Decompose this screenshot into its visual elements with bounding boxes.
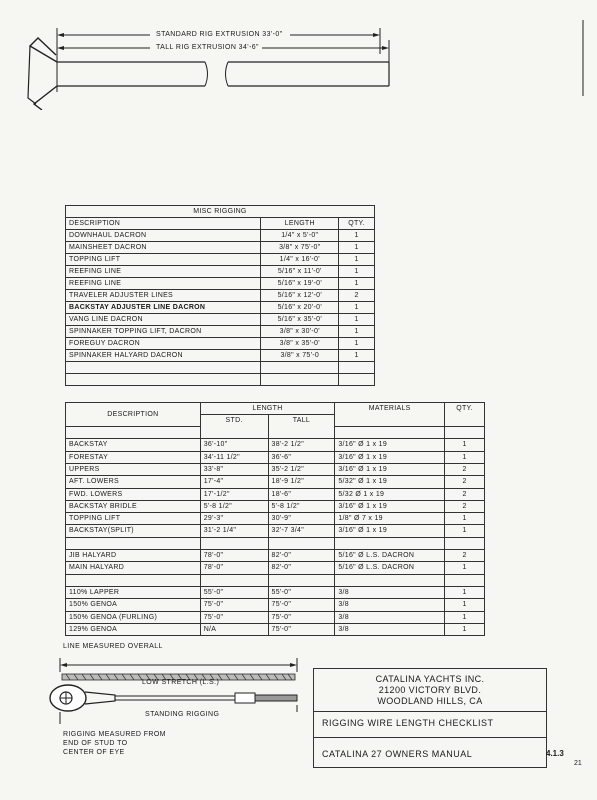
rigging-row <box>66 513 485 525</box>
misc-description-cell: TOPPING LIFT <box>66 254 261 266</box>
misc-qty-cell: 1 <box>339 230 375 242</box>
misc-description-cell: VANG LINE DACRON <box>66 314 261 326</box>
rigging-row <box>66 611 485 623</box>
line-measured-label: LINE MEASURED OVERALL <box>63 643 163 650</box>
misc-row <box>66 230 375 242</box>
misc-row <box>66 362 375 374</box>
rig-tall-cell <box>268 427 335 439</box>
misc-length-cell: 5/16" x 19'-0' <box>261 278 339 290</box>
rig-std-cell: 55'-0" <box>200 586 268 598</box>
rig-header-length: LENGTH <box>200 403 335 415</box>
rig-description-cell: MAIN HALYARD <box>66 562 201 574</box>
misc-rows <box>66 230 375 386</box>
misc-description-cell: REEFING LINE <box>66 278 261 290</box>
rig-material-cell: 3/8 <box>335 623 445 635</box>
misc-row <box>66 350 375 362</box>
misc-qty-cell: 2 <box>339 290 375 302</box>
rigging-table <box>65 402 485 636</box>
rigging-row <box>66 574 485 586</box>
manual-title: CATALINA 27 OWNERS MANUAL <box>322 749 473 759</box>
misc-length-cell: 3/8" x 35'-0' <box>261 338 339 350</box>
rig-material-cell: 3/16" Ø 1 x 19 <box>335 500 445 512</box>
rig-material-cell: 3/16" Ø 1 x 19 <box>335 451 445 463</box>
rig-description-cell: 110% LAPPER <box>66 586 201 598</box>
rig-qty-cell <box>445 574 485 586</box>
rig-qty-cell: 1 <box>445 525 485 537</box>
misc-description-cell: FOREGUY DACRON <box>66 338 261 350</box>
rig-std-cell: 75'-0" <box>200 611 268 623</box>
rig-description-cell <box>66 427 201 439</box>
rig-description-cell: BACKSTAY(SPLIT) <box>66 525 201 537</box>
page-number: 21 <box>574 760 582 767</box>
rig-material-cell: 3/8 <box>335 586 445 598</box>
misc-description-cell <box>66 374 261 386</box>
rig-qty-cell: 1 <box>445 439 485 451</box>
extrusion-drawing <box>0 0 597 110</box>
misc-length-cell <box>261 362 339 374</box>
rigging-row <box>66 599 485 611</box>
rig-material-cell <box>335 574 445 586</box>
rig-header-qty: QTY. <box>445 403 485 427</box>
rig-std-cell: N/A <box>200 623 268 635</box>
rig-qty-cell: 2 <box>445 550 485 562</box>
misc-row <box>66 266 375 278</box>
misc-length-cell: 5/16" x 20'-0' <box>261 302 339 314</box>
misc-qty-cell: 1 <box>339 326 375 338</box>
misc-row <box>66 314 375 326</box>
rigging-rows <box>66 427 485 636</box>
rig-qty-cell: 1 <box>445 586 485 598</box>
misc-qty-cell: 1 <box>339 302 375 314</box>
rigging-row <box>66 525 485 537</box>
checklist-title: RIGGING WIRE LENGTH CHECKLIST <box>322 718 494 728</box>
misc-qty-cell: 1 <box>339 278 375 290</box>
title-block <box>313 668 547 768</box>
misc-qty-cell: 1 <box>339 338 375 350</box>
rig-description-cell: 129% GENOA <box>66 623 201 635</box>
rig-tall-cell: 55'-0" <box>268 586 335 598</box>
rig-tall-cell: 82'-0" <box>268 550 335 562</box>
rigging-row <box>66 562 485 574</box>
misc-rigging-table <box>65 205 375 386</box>
rig-header-std: STD. <box>200 415 268 427</box>
rig-qty-cell: 2 <box>445 488 485 500</box>
misc-description-cell: BACKSTAY ADJUSTER LINE DACRON <box>66 302 261 314</box>
tall-extrusion-label: TALL RIG EXTRUSION 34'-6" <box>156 44 259 51</box>
rig-qty-cell <box>445 537 485 549</box>
rig-description-cell: 150% GENOA <box>66 599 201 611</box>
rig-tall-cell: 35'-2 1/2" <box>268 463 335 475</box>
rig-std-cell: 33'-8" <box>200 463 268 475</box>
rig-material-cell: 3/16" Ø 1 x 19 <box>335 463 445 475</box>
rigging-row <box>66 500 485 512</box>
rig-material-cell: 3/8 <box>335 599 445 611</box>
rig-material-cell: 5/32" Ø 1 x 19 <box>335 476 445 488</box>
rig-std-cell: 31'-2 1/4" <box>200 525 268 537</box>
rig-description-cell: BACKSTAY <box>66 439 201 451</box>
rig-description-cell: JIB HALYARD <box>66 550 201 562</box>
rig-description-cell <box>66 537 201 549</box>
misc-length-cell: 3/8" x 75'-0 <box>261 350 339 362</box>
misc-length-cell: 3/8" x 30'-0' <box>261 326 339 338</box>
rig-material-cell: 5/32 Ø 1 x 19 <box>335 488 445 500</box>
rigging-row <box>66 451 485 463</box>
rig-header-materials: MATERIALS <box>335 403 445 427</box>
misc-row <box>66 302 375 314</box>
misc-length-cell: 5/16" x 12'-0' <box>261 290 339 302</box>
rig-description-cell: 150% GENOA (FURLING) <box>66 611 201 623</box>
misc-qty-cell <box>339 374 375 386</box>
low-stretch-label: LOW STRETCH (L.S.) <box>142 679 220 686</box>
misc-row <box>66 254 375 266</box>
rig-material-cell: 3/16" Ø 1 x 19 <box>335 525 445 537</box>
misc-row <box>66 290 375 302</box>
rig-qty-cell: 2 <box>445 463 485 475</box>
rigging-row <box>66 586 485 598</box>
misc-description-cell: SPINNAKER HALYARD DACRON <box>66 350 261 362</box>
misc-description-cell: REEFING LINE <box>66 266 261 278</box>
misc-rigging-title: MISC RIGGING <box>66 206 375 218</box>
rig-header-description: DESCRIPTION <box>66 403 201 427</box>
rig-qty-cell: 1 <box>445 513 485 525</box>
rigging-row <box>66 488 485 500</box>
standard-extrusion-label: STANDARD RIG EXTRUSION 33'-0" <box>156 31 283 38</box>
rig-std-cell: 36'-10" <box>200 439 268 451</box>
misc-description-cell: DOWNHAUL DACRON <box>66 230 261 242</box>
rig-std-cell: 17'-1/2" <box>200 488 268 500</box>
rig-std-cell: 78'-0" <box>200 550 268 562</box>
rig-description-cell <box>66 574 201 586</box>
misc-qty-cell: 1 <box>339 242 375 254</box>
rig-description-cell: BACKSTAY BRIDLE <box>66 500 201 512</box>
misc-length-cell: 1/4" x 5'-0" <box>261 230 339 242</box>
misc-description-cell: TRAVELER ADJUSTER LINES <box>66 290 261 302</box>
rig-std-cell <box>200 537 268 549</box>
misc-row <box>66 326 375 338</box>
rigging-row <box>66 439 485 451</box>
rig-material-cell: 3/16" Ø 1 x 19 <box>335 439 445 451</box>
rig-std-cell: 17'-4" <box>200 476 268 488</box>
rigging-row <box>66 476 485 488</box>
misc-length-cell: 3/8" x 75'-0" <box>261 242 339 254</box>
rig-material-cell: 5/16" Ø L.S. DACRON <box>335 550 445 562</box>
rig-std-cell: 75'-0" <box>200 599 268 611</box>
misc-description-cell: SPINNAKER TOPPING LIFT, DACRON <box>66 326 261 338</box>
rigging-row <box>66 550 485 562</box>
rig-std-cell: 34'-11 1/2" <box>200 451 268 463</box>
measured-from-note: RIGGING MEASURED FROM END OF STUD TO CENTER OF EYE <box>63 731 166 756</box>
rig-tall-cell: 75'-0" <box>268 623 335 635</box>
misc-description-cell: MAINSHEET DACRON <box>66 242 261 254</box>
standing-rigging-label: STANDING RIGGING <box>145 711 220 718</box>
rig-description-cell: FWD. LOWERS <box>66 488 201 500</box>
rig-qty-cell: 1 <box>445 451 485 463</box>
company-info: CATALINA YACHTS INC. 21200 VICTORY BLVD. WOODLAND HILLS, CA <box>375 674 485 706</box>
rigging-row <box>66 537 485 549</box>
rig-tall-cell <box>268 574 335 586</box>
rigging-row <box>66 463 485 475</box>
rig-std-cell: 29'-3" <box>200 513 268 525</box>
rigging-row <box>66 623 485 635</box>
misc-qty-cell: 1 <box>339 266 375 278</box>
misc-qty-cell: 1 <box>339 314 375 326</box>
misc-row <box>66 242 375 254</box>
rig-qty-cell: 1 <box>445 611 485 623</box>
misc-row <box>66 374 375 386</box>
misc-header-length: LENGTH <box>261 218 339 230</box>
rig-tall-cell: 38'-2 1/2" <box>268 439 335 451</box>
rig-tall-cell: 36'-6" <box>268 451 335 463</box>
rig-tall-cell: 5'-8 1/2" <box>268 500 335 512</box>
rig-tall-cell: 32'-7 3/4" <box>268 525 335 537</box>
rig-std-cell <box>200 427 268 439</box>
rig-description-cell: AFT. LOWERS <box>66 476 201 488</box>
rig-tall-cell: 30'-9" <box>268 513 335 525</box>
misc-qty-cell: 1 <box>339 254 375 266</box>
rig-description-cell: UPPERS <box>66 463 201 475</box>
rig-tall-cell: 18'-6" <box>268 488 335 500</box>
misc-qty-cell <box>339 362 375 374</box>
rig-header-tall: TALL <box>268 415 335 427</box>
rig-qty-cell: 1 <box>445 562 485 574</box>
rig-tall-cell: 75'-0" <box>268 599 335 611</box>
misc-row <box>66 278 375 290</box>
misc-length-cell: 1/4" x 16'-0' <box>261 254 339 266</box>
rig-material-cell <box>335 427 445 439</box>
rig-qty-cell <box>445 427 485 439</box>
rig-qty-cell: 1 <box>445 599 485 611</box>
rig-qty-cell: 2 <box>445 476 485 488</box>
rig-material-cell: 3/8 <box>335 611 445 623</box>
rig-std-cell: 5'-8 1/2" <box>200 500 268 512</box>
misc-length-cell <box>261 374 339 386</box>
rig-qty-cell: 2 <box>445 500 485 512</box>
misc-header-qty: QTY. <box>339 218 375 230</box>
misc-qty-cell: 1 <box>339 350 375 362</box>
rig-tall-cell: 18'-9 1/2" <box>268 476 335 488</box>
misc-row <box>66 338 375 350</box>
rig-std-cell <box>200 574 268 586</box>
rig-std-cell: 78'-0" <box>200 562 268 574</box>
rig-tall-cell: 82'-0" <box>268 562 335 574</box>
misc-length-cell: 5/16" x 35'-0' <box>261 314 339 326</box>
misc-length-cell: 5/16" x 11'-0' <box>261 266 339 278</box>
rig-material-cell <box>335 537 445 549</box>
rig-qty-cell: 1 <box>445 623 485 635</box>
rig-description-cell: FORESTAY <box>66 451 201 463</box>
rig-material-cell: 5/16" Ø L.S. DACRON <box>335 562 445 574</box>
rig-description-cell: TOPPING LIFT <box>66 513 201 525</box>
rigging-row <box>66 427 485 439</box>
rigging-diagram <box>30 650 310 740</box>
misc-header-description: DESCRIPTION <box>66 218 261 230</box>
section-number: 4.1.3 <box>546 749 564 758</box>
rig-tall-cell: 75'-0" <box>268 611 335 623</box>
rig-tall-cell <box>268 537 335 549</box>
misc-description-cell <box>66 362 261 374</box>
rig-material-cell: 1/8" Ø 7 x 19 <box>335 513 445 525</box>
